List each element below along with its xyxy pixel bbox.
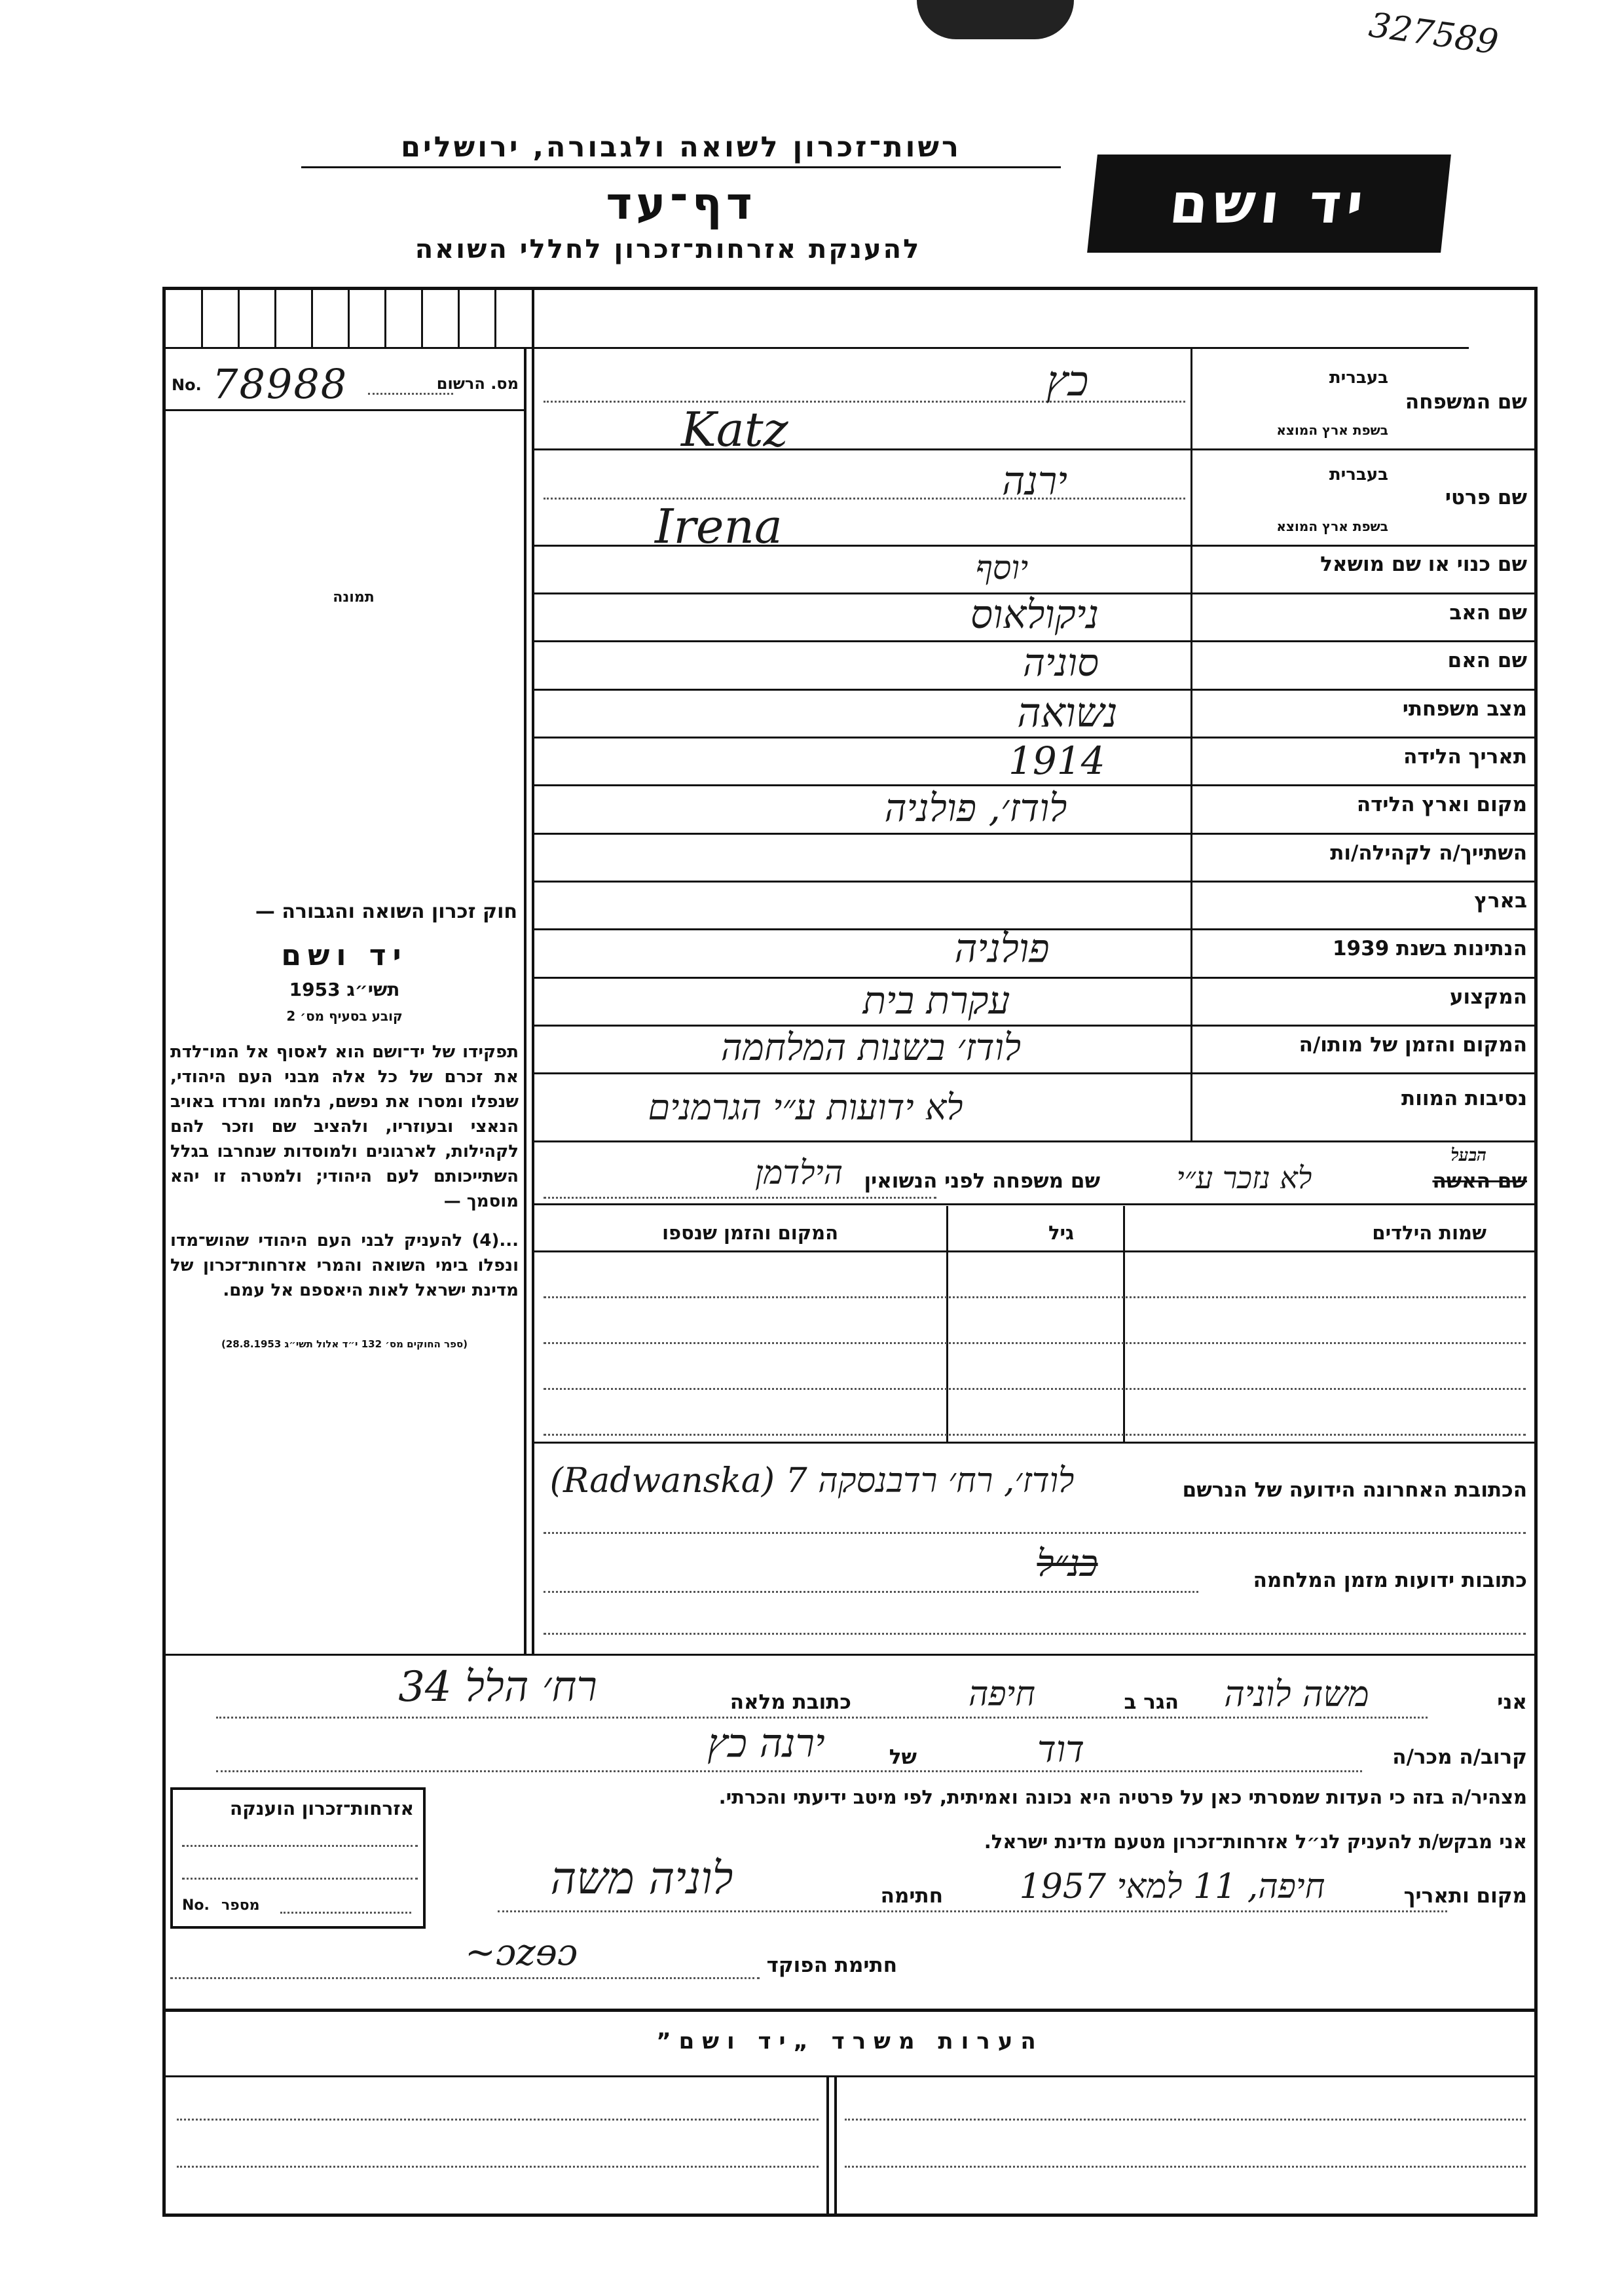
- registration-number: 78988: [212, 360, 348, 408]
- children-names-header: שמות הילדים: [1372, 1222, 1486, 1244]
- wartime-address-value: כנ״ל: [1037, 1542, 1098, 1585]
- father-label: שם האב: [1449, 601, 1527, 625]
- birth-date-label: תאריך הלידה: [1403, 745, 1527, 769]
- citizenship-value: פולניה: [954, 926, 1050, 972]
- declarant-value: משה לוניה: [1224, 1673, 1369, 1715]
- law-year: תשי״ג 1953: [289, 979, 400, 1000]
- place-date-value: חיפה, 11 למאי 1957: [1019, 1867, 1325, 1906]
- mother-label: שם האם: [1447, 649, 1527, 672]
- statement-1: מצהיר/ה בזה כי העדות שמסרתי כאן על פרטיה היא נכונה ואמיתית, לפי מיטב ידיעתי והכרתי.: [718, 1786, 1527, 1808]
- profession-label: המקצוע: [1449, 985, 1527, 1009]
- birth-place-value: לודז׳, פולניה: [884, 786, 1067, 830]
- resides-value: חיפה: [968, 1675, 1036, 1714]
- full-address-label: כתובת מלאה: [729, 1690, 851, 1714]
- scan-mark-top: [917, 0, 1074, 39]
- family-name-hebrew-label: בעברית: [1329, 368, 1388, 388]
- death-place-label: המקום והזמן של מותו/ה: [1299, 1033, 1527, 1057]
- relation-of-label: של: [889, 1745, 917, 1769]
- marital-value: נשואה: [1017, 689, 1118, 737]
- authority-heading: רשות־זכרון לשואה ולגבורה, ירושלים: [301, 131, 1061, 168]
- birth-place-label: מקום וארץ הלידה: [1356, 793, 1527, 816]
- resides-label: הגר ב: [1124, 1690, 1179, 1714]
- family-name-label: שם המשפחה: [1405, 390, 1527, 414]
- place-date-label: מקום ותאריך: [1403, 1884, 1527, 1908]
- logo-text: יד ושם: [1166, 172, 1372, 236]
- death-cause-value: לא ידועות ע״י הגרמנים: [648, 1087, 963, 1128]
- citizenship-label: הנתינות בשנת 1939: [1332, 937, 1527, 960]
- given-name-label: שם פרטי: [1445, 486, 1527, 509]
- law-paragraph-1: תפקידו של יד־ושם הוא לאסוף אל המו־לדת את זכרם של כל אלה מבני העם היהודי, שנפלו ומסרו את נפשם, נלחמו ומרדו באויב הנאצי ובעוזריו, ולהציב שם וזכר להם לקהילות, לארגונים ולמוסדות שנחרבו בגלל השתייכותם לעם היהודי; ולמטרה זו יהא מוסמך —: [170, 1042, 519, 1211]
- citizenship-number-label-en: No.: [182, 1897, 210, 1914]
- citizenship-number-label: מספר: [221, 1897, 260, 1914]
- last-address-label: הכתובת האחרונה הידועה של הנרשם: [1182, 1478, 1527, 1502]
- official-signature-label: חתימת הפוקד: [766, 1954, 897, 1977]
- declarant-label: אני: [1497, 1690, 1527, 1714]
- photo-label: תמונה: [333, 589, 375, 606]
- relation-value: דוד: [1037, 1728, 1085, 1771]
- family-name-hebrew: כץ: [1046, 357, 1089, 406]
- full-address-value: רח׳ הלל 34: [398, 1663, 597, 1711]
- law-citation: (ספר החוקים מס׳ 132 י״ד אלול תשי״ג 28.8.1953): [221, 1338, 468, 1350]
- wartime-address-label: כתובות ידועות מזמן המלחמה: [1253, 1569, 1527, 1592]
- law-name: יד ושם: [281, 939, 408, 972]
- relation-label: קרוב/ה מכר/ה: [1392, 1745, 1527, 1769]
- archive-number: 327589: [1366, 5, 1501, 63]
- citizenship-granted-title: אזרחות־זכרון הוענקה: [230, 1798, 414, 1819]
- signature-label: חתימה: [880, 1884, 943, 1908]
- registration-label: מס. הרשום: [436, 374, 519, 393]
- family-name-origin: Katz: [681, 402, 788, 457]
- spouse-label: שם האשה: [1432, 1169, 1527, 1193]
- marital-label: מצב משפחתי: [1402, 697, 1527, 721]
- profession-value: עקרת בית: [862, 978, 1010, 1023]
- registration-label-en: No.: [172, 376, 202, 394]
- spouse-value: לא נזכר ע״י: [1176, 1160, 1312, 1195]
- father-value: ניקולאוס: [970, 592, 1099, 638]
- death-place-value: לודז׳ בשנות המלחמה: [720, 1027, 1022, 1069]
- family-name-origin-label: בשפת ארץ המוצא: [1276, 422, 1388, 438]
- page-subtitle: להענקת אזרחות־זכרון לחללי השואה: [415, 234, 921, 264]
- maiden-name-value: הילדמן: [755, 1154, 843, 1192]
- registration-number-row: [172, 360, 519, 408]
- children-age-header: גיל: [1048, 1222, 1074, 1244]
- given-name-hebrew: ירנה: [1002, 458, 1067, 504]
- given-name-hebrew-label: בעברית: [1329, 465, 1388, 484]
- nickname-label: שם כנוי או שם מושאל: [1320, 553, 1527, 576]
- death-cause-label: נסיבות המוות: [1401, 1087, 1527, 1110]
- law-clause-note: קובע בסעיף מס׳ 2: [286, 1008, 403, 1024]
- community-label: השתייך/ה לקהילה/ות: [1330, 841, 1527, 865]
- nickname-value: יוסף: [975, 549, 1029, 587]
- mother-value: סוניה: [1023, 640, 1099, 685]
- law-paragraph-2: ...(4) להעניק לבני העם היהודי שהוש־מדו ונפלו בימי השואה והמרי אזרחות־זכרון של מדינת ישראל לאות היאספם אל עמם.: [170, 1231, 519, 1300]
- office-notes-heading: הערות משרד „יד ושם”: [656, 2028, 1044, 2054]
- citizenship-granted-box: [170, 1787, 426, 1929]
- maiden-name-label: שם משפחה לפני הנשואין: [864, 1169, 1100, 1193]
- page-title: דף־עד: [606, 178, 756, 230]
- given-name-origin: Irena: [655, 499, 783, 554]
- law-box: [168, 900, 521, 1350]
- given-name-origin-label: בשפת ארץ המוצא: [1276, 519, 1388, 534]
- spouse-label-alt: הבעל: [1450, 1146, 1486, 1165]
- last-address-value: לודז׳, רח׳ רדבנסקה 7 (Radwanska): [549, 1461, 1075, 1501]
- relation-of-value: ירנה כץ: [707, 1721, 825, 1766]
- statement-2: אני מבקש/ת להעניק לנ״ל אזרחות־זכרון מטעם מדינת ישראל.: [984, 1831, 1527, 1853]
- children-place-header: המקום והזמן שנספו: [662, 1222, 838, 1244]
- yad-vashem-logo: [1087, 155, 1451, 253]
- official-signature-mark: ~ɔzɘɔ: [465, 1931, 578, 1974]
- birth-date-value: 1914: [1008, 738, 1105, 783]
- signature-value: לוניה משה: [550, 1853, 733, 1904]
- country-label: בארץ: [1474, 889, 1527, 913]
- law-heading: חוק זכרון השואה והגבורה —: [255, 900, 517, 923]
